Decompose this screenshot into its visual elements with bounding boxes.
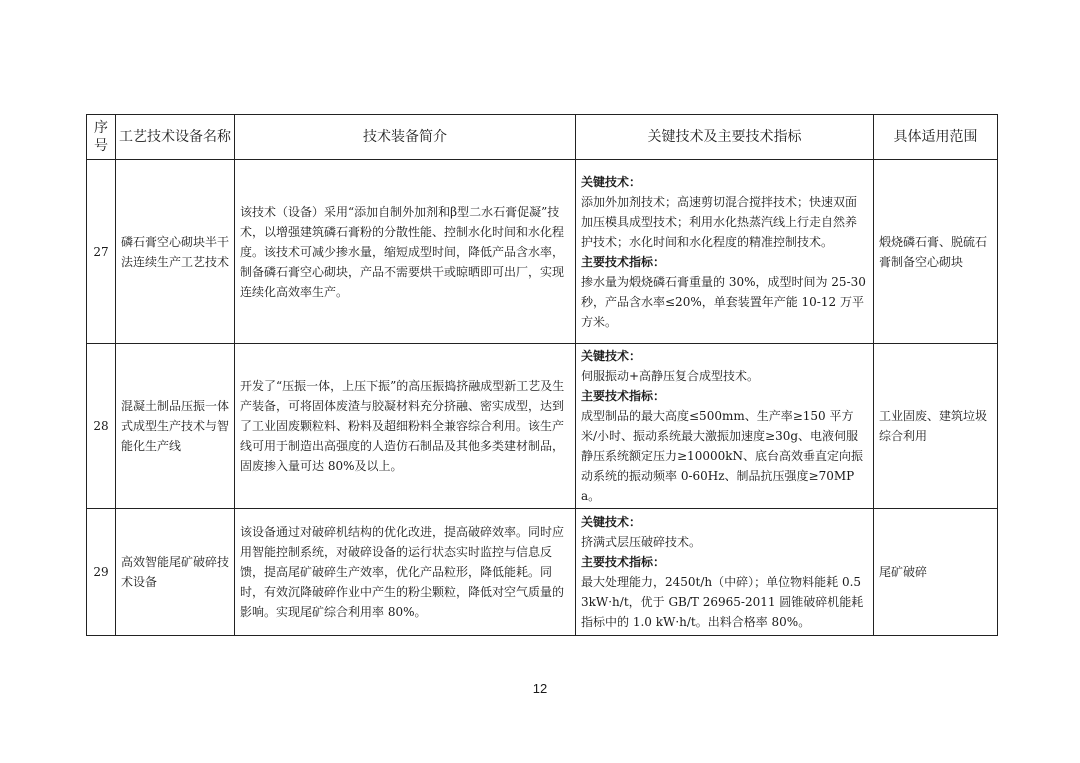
row-key-technology: [576, 509, 874, 636]
table-header-row: [87, 115, 998, 160]
row-description: 该技术（设备）采用“添加自制外加剂和β型二水石膏促凝”技术，以增强建筑磷石膏粉的分散性能、控制水化时间和水化程度。该技术可减少掺水量，缩短成型时间，降低产品含水率，制备磷石膏空心砌块，产品不需要烘干或晾晒即可出厂，实现连续化高效率生产。: [235, 160, 576, 344]
row-name: 高效智能尾矿破碎技术设备: [116, 509, 235, 636]
indicator-text: 成型制品的最大高度≤500mm、生产率≥150 平方米/小时、振动系统最大激振加速度≥30g、电液伺服静压系统额定压力≥10000kN、底台高效垂直定向振动系统的振动频率 0-60Hz、制品抗压强度≥70MPa。: [581, 409, 864, 503]
table-row: [87, 160, 998, 344]
key-technology-label: 关键技术：: [581, 349, 642, 363]
header-serial-number: 序号: [87, 115, 116, 160]
row-description: 开发了“压振一体，上压下振”的高压振捣挤融成型新工艺及生产装备，可将固体废渣与胶凝材料充分挤融、密实成型，达到了工业固废颗粒料、粉料及超细粉料全兼容综合利用。该生产线可用于制造出高强度的人造仿石制品及其他多类建材制品，固废掺入量可达 80%及以上。: [235, 344, 576, 509]
key-technology-text: 伺服振动+高静压复合成型技术。: [581, 369, 760, 383]
header-scope: 具体适用范围: [874, 115, 998, 160]
key-technology-text: 添加外加剂技术；高速剪切混合搅拌技术；快速双面加压模具成型技术；利用水化热蒸汽线上行走自然养护技术；水化时间和水化程度的精准控制技术。: [581, 194, 858, 249]
row-key-technology: [576, 160, 874, 344]
header-process-name: 工艺技术设备名称: [116, 115, 235, 160]
page-number: 12: [532, 681, 548, 696]
key-technology-label: 关键技术：: [581, 174, 642, 189]
table-row: [87, 509, 998, 636]
header-key-technology: 关键技术及主要技术指标: [576, 115, 874, 160]
row-description: 该设备通过对破碎机结构的优化改进，提高破碎效率。同时应用智能控制系统，对破碎设备的运行状态实时监控与信息反馈，提高尾矿破碎生产效率，优化产品粒形，降低能耗。同时，有效沉降破碎作业中产生的粉尘颗粒，降低对空气质量的影响。实现尾矿综合利用率 80%。: [235, 509, 576, 636]
row-name: 混凝土制品压振一体式成型生产技术与智能化生产线: [116, 344, 235, 509]
row-scope: 尾矿破碎: [874, 509, 998, 636]
row-number: 29: [87, 509, 116, 636]
indicator-label: 主要技术指标：: [581, 254, 666, 269]
indicator-label: 主要技术指标：: [581, 555, 666, 569]
row-number: 28: [87, 344, 116, 509]
row-name: 磷石膏空心砌块半干法连续生产工艺技术: [116, 160, 235, 344]
indicator-label: 主要技术指标：: [581, 389, 666, 403]
row-scope: 工业固废、建筑垃圾综合利用: [874, 344, 998, 509]
row-number: 27: [87, 160, 116, 344]
indicator-text: 掺水量为煅烧磷石膏重量的 30%，成型时间为 25-30 秒，产品含水率≤20%，单套装置年产能 10-12 万平方米。: [581, 274, 866, 329]
row-scope: 煅烧磷石膏、脱硫石膏制备空心砌块: [874, 160, 998, 344]
table-row: [87, 344, 998, 509]
key-technology-label: 关键技术：: [581, 515, 642, 529]
technology-table: [86, 114, 998, 636]
key-technology-text: 挤满式层压破碎技术。: [581, 535, 702, 549]
row-key-technology: [576, 344, 874, 509]
indicator-text: 最大处理能力，2450t/h（中碎）；单位物料能耗 0.53kW·h/t，优于 GB/T 26965-2011 圆锥破碎机能耗指标中的 1.0 kW·h/t。出料合格率 80%。: [581, 575, 864, 629]
header-description: 技术装备简介: [235, 115, 576, 160]
